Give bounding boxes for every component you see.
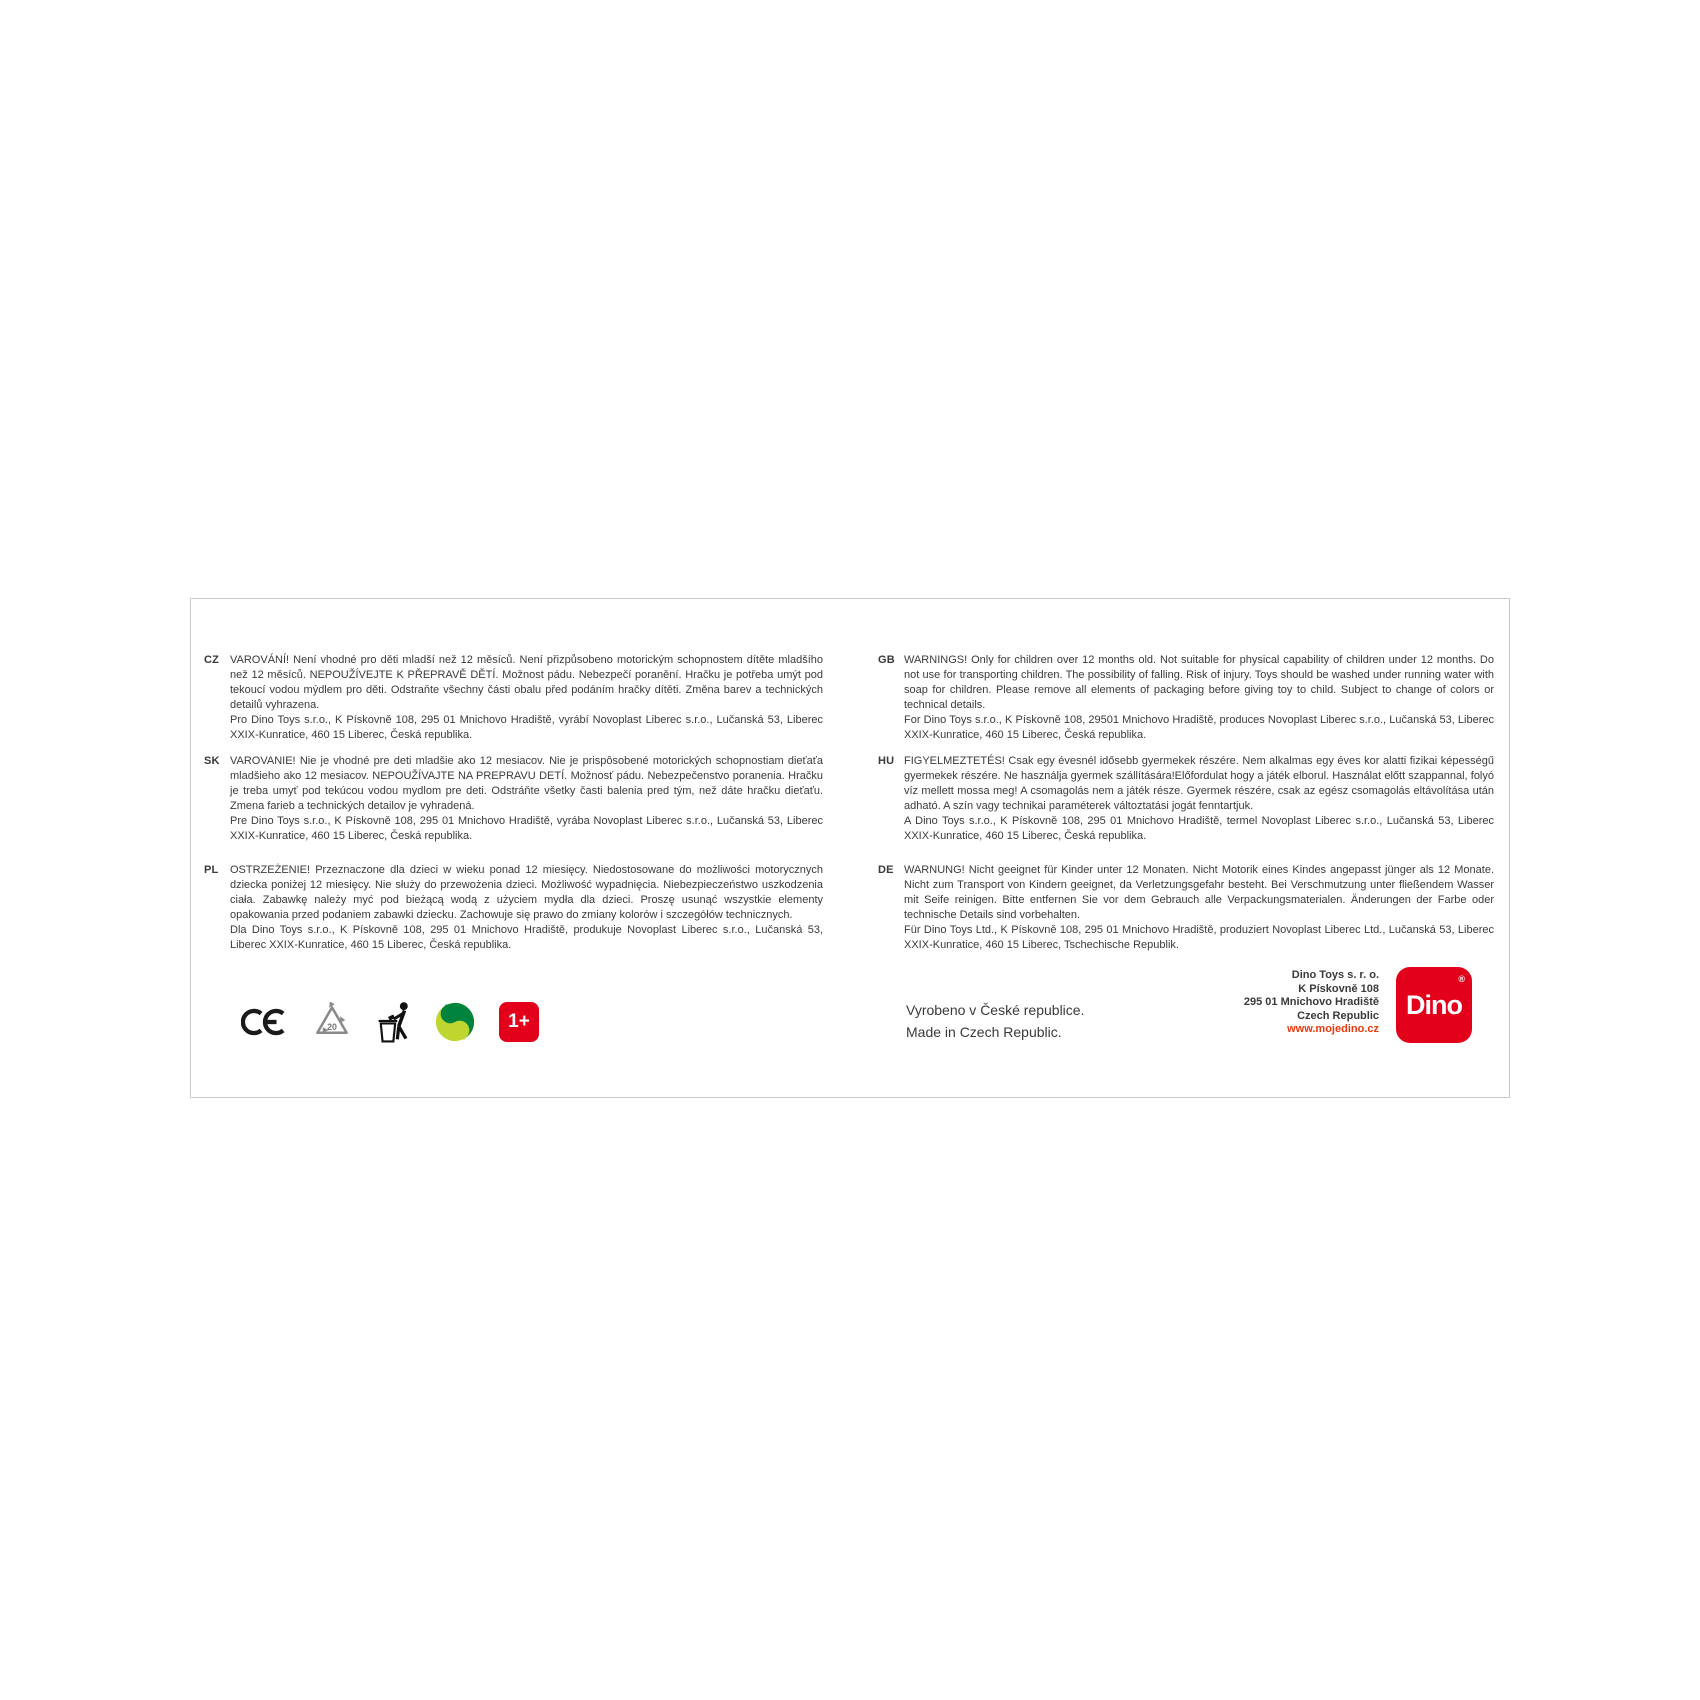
company-website-link[interactable]: www.mojedino.cz — [1287, 1023, 1379, 1035]
green-dot-icon — [435, 1002, 475, 1042]
company-city: 295 01 Mnichovo Hradiště — [1243, 996, 1379, 1008]
company-country: Czech Republic — [1297, 1009, 1379, 1022]
producer-text-hu: A Dino Toys s.r.o., K Pískovně 108, 295 01 Mnichovo Hradiště, termel Novoplast Liberec s.r.o., Lučanská 53, Liberec XXIX-Kunratice, 460 15 Liberec, Česká republika. — [904, 815, 1494, 842]
warning-text-hu: FIGYELMEZTETÉS! Csak egy évesnél idősebb gyermekek részére. Nem alkalmas egy éves kor alatti fizikai képességű gyermekek részére. Ne használja gyermek szállítására!Előfordulat hogy a játék elborul. Használat előtt szappannal, folyó víz mellett mossa meg! A csomagolás nem a játék része. Gyermek részére, csak az egész csomagolás eltávolítása után adható. A szín vagy technikai paraméterek változtatási jogát fenntartjuk. — [904, 755, 1494, 812]
dino-logo — [1396, 967, 1472, 1043]
producer-text-cz: Pro Dino Toys s.r.o., K Pískovně 108, 295 01 Mnichovo Hradiště, vyrábí Novoplast Liberec s.r.o., Lučanská 53, Liberec XXIX-Kunratice, 460 15 Liberec, Česká republika. — [230, 714, 823, 741]
registered-trademark-icon: ® — [1458, 974, 1465, 984]
warning-label-panel — [190, 598, 1510, 1098]
language-code-hu: HU — [878, 755, 895, 767]
company-name: Dino Toys s. r. o. — [1291, 969, 1379, 981]
made-in-note — [906, 999, 1084, 1043]
language-code-cz: CZ — [204, 654, 220, 666]
warning-text-de: WARNUNG! Nicht geeignet für Kinder unter 12 Monaten. Nicht Motorik eines Kindes angepasst jünger als 12 Monate. Nicht zum Transport von Kindern geeignet, da Verletzungsgefahr besteht. Bei Verschmutzung unter fließendem Wasser mit Seife reinigen. Bitte entfernen Sie vor dem Gebrauch alle Verpackungsmaterialen. Änderungen der Farbe oder technische Details sind vorbehalten. — [904, 864, 1494, 921]
warning-block-cz — [204, 653, 823, 743]
warning-text-cz: VAROVÁNÍ! Není vhodné pro děti mladší než 12 měsíců. Není přizpůsobeno motorickým schopnostem dítěte mladšího než 12 měsíců. NEPOUŽÍVEJTE K PŘEPRAVĚ DĚTÍ. Možnost pádu. Nebezpečí poranění. Hračku je potřeba umýt pod tekoucí vodou mýdlem pro děti. Odstraňte všechny části obalu před podáním hračky dítěti. Změna barev a technických detailů vyhrazena. — [230, 654, 823, 711]
age-1plus-badge — [499, 1002, 539, 1042]
language-code-gb: GB — [878, 654, 895, 666]
producer-text-gb: For Dino Toys s.r.o., K Pískovně 108, 29501 Mnichovo Hradiště, produces Novoplast Liberec s.r.o., Lučanská 53, Liberec XXIX-Kunratice, 460 15 Liberec, Česká republika. — [904, 714, 1494, 741]
warning-text-sk: VAROVANIE! Nie je vhodné pre deti mladšie ako 12 mesiacov. Nie je prispôsobené motorických schopnostiam dieťaťa mladšieho ako 12 mesiacov. NEPOUŽÍVAJTE NA PREPRAVU DETÍ. Možnosť pádu. Nebezpečenstvo poranenia. Hračku je treba umyť pod tekúcou vodou mydlom pre deti. Odstráňte všetky časti balenia pred tým, než dáte hračku dieťaťu. Zmena farieb a technických detailov je vyhradená. — [230, 755, 823, 812]
age-grade-text: 1+ — [508, 1011, 530, 1032]
tidyman-icon — [375, 999, 411, 1045]
warning-block-de — [878, 863, 1494, 953]
language-code-de: DE — [878, 864, 894, 876]
compliance-icons-row — [241, 997, 539, 1047]
warning-block-sk — [204, 754, 823, 844]
dino-logo-text: Dino — [1406, 989, 1462, 1020]
producer-text-de: Für Dino Toys Ltd., K Pískovně 108, 295 01 Mnichovo Hradiště, produziert Novoplast Liberec Ltd., Lučanská 53, Liberec XXIX-Kunratice, 460 15 Liberec, Tschechische Republik. — [904, 924, 1494, 951]
warning-block-hu — [878, 754, 1494, 844]
language-code-sk: SK — [204, 755, 220, 767]
ce-mark-icon — [241, 1006, 289, 1038]
company-street: K Pískovně 108 — [1298, 982, 1379, 995]
producer-text-pl: Dla Dino Toys s.r.o., K Pískovně 108, 295 01 Mnichovo Hradiště, produkuje Novoplast Liberec s.r.o., Lučanská 53, Liberec XXIX-Kunratice, 460 15 Liberec, Česká republika. — [230, 924, 823, 951]
language-code-pl: PL — [204, 864, 219, 876]
producer-text-sk: Pre Dino Toys s.r.o., K Pískovně 108, 295 01 Mnichovo Hradiště, vyrába Novoplast Liberec s.r.o., Lučanská 53, Liberec XXIX-Kunratice, 460 15 Liberec, Česká republika. — [230, 815, 823, 842]
made-in-english: Made in Czech Republic. — [906, 1024, 1062, 1040]
warning-block-gb — [878, 653, 1494, 743]
company-address — [1129, 969, 1379, 1037]
svg-text:20: 20 — [327, 1022, 337, 1033]
warning-text-pl: OSTRZEŻENIE! Przeznaczone dla dzieci w wieku ponad 12 miesięcy. Niedostosowane do możliwości motorycznych dziecka poniżej 12 miesięcy. Nie służy do przewożenia dzieci. Możliwość wypadnięcia. Niebezpieczeństwo uszkodzenia ciała. Zabawkę należy myć pod bieżącą wodą z użyciem mydła dla dzieci. Proszę usunąć wszystkie elementy opakowania przed podaniem zabawki dziecku. Zachowuje się prawo do zmiany kolorów i szczegółów technicznych. — [230, 864, 823, 921]
warning-text-gb: WARNINGS! Only for children over 12 months old. Not suitable for physical capability of children under 12 months. Do not use for transporting children. The possibility of falling. Risk of injury. Toys should be washed under running water with soap for children. Please remove all elements of packaging before giving toy to child. Subject to change of colors or technical details. — [904, 654, 1494, 711]
warning-block-pl — [204, 863, 823, 953]
made-in-czech: Vyrobeno v České republice. — [906, 1002, 1085, 1018]
recycling-20-icon — [313, 1002, 351, 1042]
